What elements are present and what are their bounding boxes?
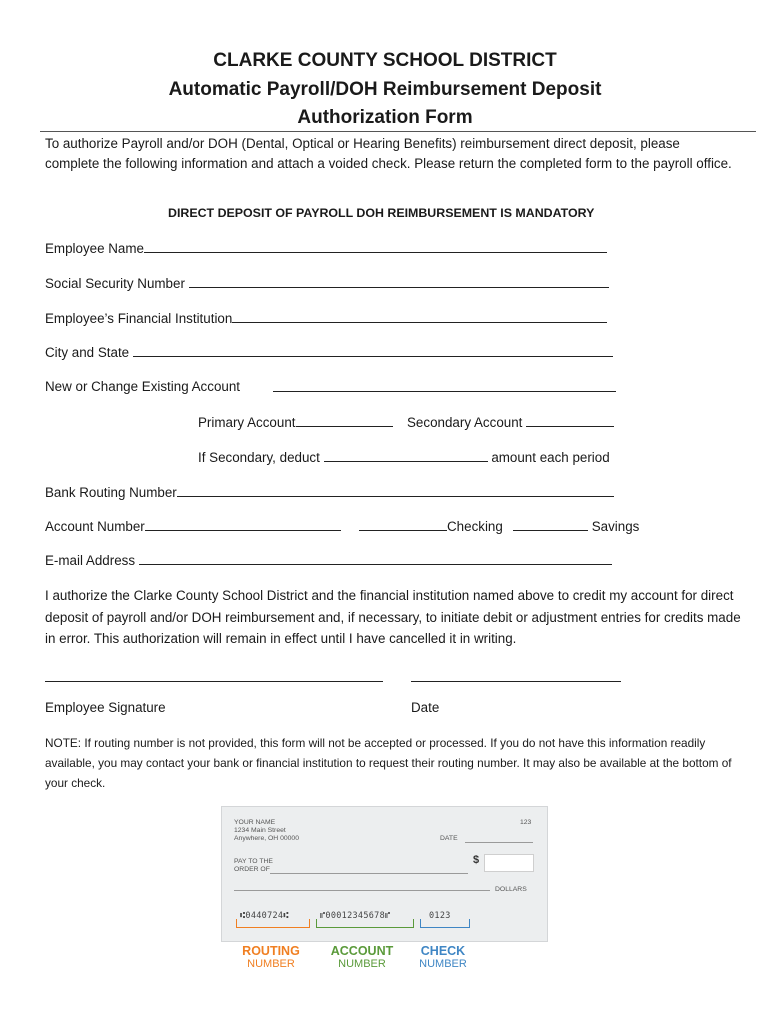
check-dollar-sign: $ (473, 854, 480, 866)
check-address-line1: 1234 Main Street (234, 827, 286, 834)
secondary-account-label: Secondary Account (407, 415, 523, 430)
check-payee-line (270, 873, 468, 874)
micr-routing-number: ⑆0440724⑆ (240, 911, 289, 921)
ssn-line[interactable] (189, 275, 609, 288)
city-state-field[interactable] (45, 344, 613, 360)
date-line[interactable] (411, 681, 621, 682)
primary-account-field[interactable] (198, 414, 393, 430)
routing-number-caption (232, 945, 310, 971)
account-number-label: Account Number (45, 519, 145, 534)
new-change-label: New or Change Existing Account (45, 379, 241, 394)
routing-number-label: Bank Routing Number (45, 485, 177, 500)
check-written-amount-line (234, 890, 490, 891)
employee-name-label: Employee Name (45, 241, 144, 256)
institution-label: Employee’s Financial Institution (45, 311, 233, 326)
intro-paragraph: To authorize Payroll and/or DOH (Dental, Optical or Hearing Benefits) reimbursement direct deposit, please complete the following information and attach a voided check. Please return the completed form to the payroll office. (45, 136, 732, 171)
email-line[interactable] (139, 552, 612, 565)
check-date-line (465, 842, 533, 843)
check-pay-to-label: PAY TO THE (234, 858, 273, 865)
routing-number-line[interactable] (177, 484, 614, 497)
new-change-field[interactable] (273, 379, 616, 397)
savings-label: Savings (591, 519, 640, 534)
micr-check-number: 0123 (429, 911, 451, 921)
institution-field[interactable] (45, 310, 607, 326)
routing-caption-line2: NUMBER (247, 958, 295, 970)
account-number-line[interactable] (145, 518, 341, 531)
checking-line[interactable] (359, 518, 447, 531)
checking-label: Checking (447, 519, 503, 534)
checking-field[interactable] (359, 518, 503, 534)
primary-account-line[interactable] (296, 414, 393, 427)
secondary-account-line[interactable] (526, 414, 614, 427)
account-number-field[interactable] (45, 518, 341, 534)
ssn-field[interactable] (45, 275, 609, 291)
check-caption-line2: NUMBER (419, 958, 467, 970)
check-order-of-label: ORDER OF (234, 866, 270, 873)
check-number-top: 123 (520, 819, 532, 826)
check-address-line2: Anywhere, OH 00000 (234, 835, 299, 842)
routing-bracket (236, 919, 310, 928)
district-title: CLARKE COUNTY SCHOOL DISTRICT (213, 50, 557, 71)
check-number-caption (408, 945, 478, 971)
email-field[interactable] (45, 552, 612, 568)
check-payer-name: YOUR NAME (234, 819, 276, 826)
form-title: Automatic Payroll/DOH Reimbursement Deposit (168, 79, 602, 100)
check-caption-line1: CHECK (420, 944, 466, 958)
form-subtitle: Authorization Form (297, 107, 473, 128)
employee-signature-label: Employee Signature (45, 700, 166, 715)
mandatory-notice: DIRECT DEPOSIT OF PAYROLL DOH REIMBURSEMENT IS MANDATORY (168, 206, 595, 220)
institution-line[interactable] (232, 310, 607, 323)
micr-account-number: ⑈00012345678⑈ (320, 911, 391, 921)
employee-name-field[interactable] (45, 240, 607, 256)
check-number-bracket (420, 919, 470, 928)
ssn-label: Social Security Number (45, 276, 185, 291)
date-label: Date (411, 700, 440, 715)
deduct-amount-line[interactable] (324, 449, 488, 462)
routing-note: NOTE: If routing number is not provided, this form will not be accepted or processed. If you do not have this information readily available, you may contact your bank or financial institution to request their routing number. It may also be available at the bottom of your check. (45, 736, 732, 790)
secondary-deduct-label: If Secondary, deduct (198, 450, 320, 465)
amount-each-period-label: amount each period (491, 450, 610, 465)
account-caption-line1: ACCOUNT (330, 944, 394, 958)
check-date-label: DATE (440, 835, 458, 842)
check-amount-box (484, 854, 534, 872)
routing-caption-line1: ROUTING (242, 944, 300, 958)
check-dollars-label: DOLLARS (495, 886, 527, 893)
account-caption-line2: NUMBER (338, 958, 386, 970)
city-state-line[interactable] (133, 344, 613, 357)
primary-account-label: Primary Account (198, 415, 296, 430)
email-label: E-mail Address (45, 553, 136, 568)
savings-line[interactable] (513, 518, 588, 531)
savings-field[interactable] (513, 518, 639, 534)
secondary-deduct-field[interactable] (198, 449, 610, 465)
secondary-account-field[interactable] (407, 414, 614, 430)
account-bracket (316, 919, 414, 928)
employee-name-line[interactable] (144, 240, 607, 253)
authorization-paragraph: I authorize the Clarke County School District and the financial institution named above to credit my account for direct deposit of payroll and/or DOH reimbursement and, if necessary, to initiate debit or adjustment entries for credits made in error. This authorization will remain in effect until I have cancelled it in writing. (45, 588, 741, 646)
routing-number-field[interactable] (45, 484, 614, 500)
new-change-line[interactable] (273, 379, 616, 392)
header-divider (40, 131, 756, 132)
signature-line[interactable] (45, 681, 383, 682)
city-state-label: City and State (45, 345, 130, 360)
account-number-caption (322, 945, 402, 971)
